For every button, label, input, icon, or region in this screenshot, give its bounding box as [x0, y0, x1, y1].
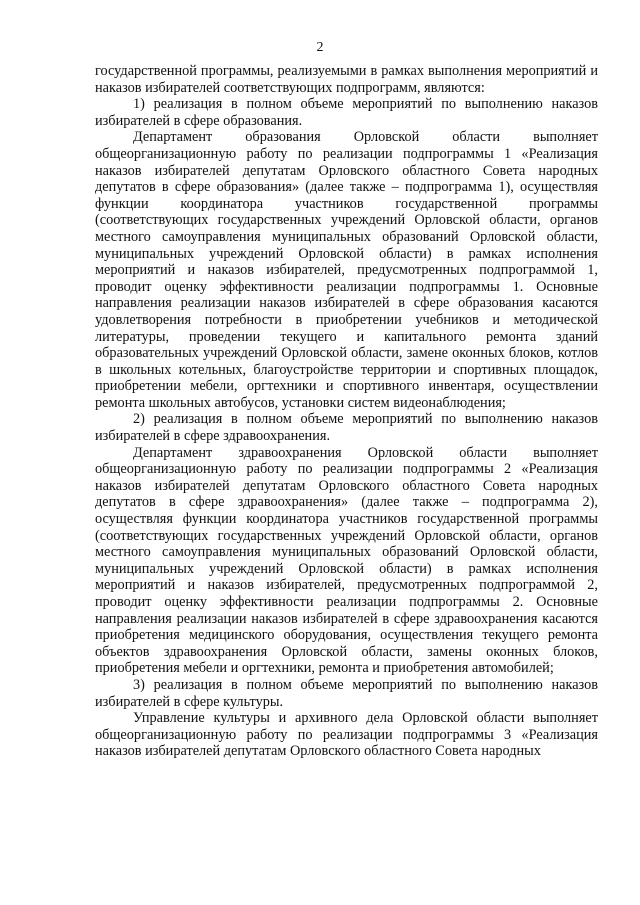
- page-number: 2: [316, 40, 324, 55]
- paragraph-item-1-education: 1) реализация в полном объеме мероприятий по выполнению наказов избирателей в сфере образования.: [95, 96, 598, 129]
- document-body: [95, 63, 598, 760]
- paragraph-education-department: Департамент образования Орловской области выполняет общеорганизационную работу по реализации подпрограммы 1 «Реализация наказов избирателей депутатам Орловского областного Совета народных депутатов в сфере образования» (далее также – подпрограмма 1), осуществляя функции координатора участников государственной программы (соответствующих государственных учреждений Орловской области, органов местного самоуправления муниципальных образований Орловской области, муниципальных учреждений Орловской области) в рамках исполнения мероприятий и наказов избирателей, предусмотренных подпрограммой 1, проводит оценку эффективности реализации подпрограммы 1. Основные направления реализации наказов избирателей в сфере образования касаются удовлетворения потребности в приобретении учебников и методической литературы, проведении текущего и капитального ремонта зданий образовательных учреждений Орловской области, замене оконных блоков, котлов в школьных котельных, благоустройстве территории и спортивных площадок, приобретении мебели, оргтехники и спортивного инвентаря, осуществлении ремонта школьных автобусов, установки систем видеонаблюдения;: [95, 129, 598, 411]
- paragraph-culture-department: Управление культуры и архивного дела Орловской области выполняет общеорганизационную работу по реализации подпрограммы 3 «Реализация наказов избирателей депутатам Орловского областного Совета народных: [95, 710, 598, 760]
- paragraph-item-2-healthcare: 2) реализация в полном объеме мероприятий по выполнению наказов избирателей в сфере здравоохранения.: [95, 411, 598, 445]
- paragraph-intro-continuation: государственной программы, реализуемыми в рамках выполнения мероприятий и наказов избирателей соответствующих подпрограмм, являются:: [95, 63, 598, 96]
- paragraph-item-3-culture: 3) реализация в полном объеме мероприятий по выполнению наказов избирателей в сфере культуры.: [95, 676, 598, 710]
- paragraph-healthcare-department: Департамент здравоохранения Орловской области выполняет общеорганизационную работу по реализации подпрограммы 2 «Реализация наказов избирателей депутатам Орловского областного Совета народных депутатов в сфере здравоохранения» (далее также – подпрограмма 2), осуществляя функции координатора участников государственной программы (соответствующих государственных учреждений Орловской области, органов местного самоуправления муниципальных образований Орловской области, муниципальных учреждений Орловской области) в рамках исполнения мероприятий и наказов избирателей, предусмотренных подпрограммой 2, проводит оценку эффективности реализации подпрограммы 2. Основные направления реализации наказов избирателей в сфере здравоохранения касаются приобретения медицинского оборудования, осуществления текущего ремонта объектов здравоохранения Орловской области, замены оконных блоков, приобретения мебели и оргтехники, ремонта и приобретения автомобилей;: [95, 444, 598, 677]
